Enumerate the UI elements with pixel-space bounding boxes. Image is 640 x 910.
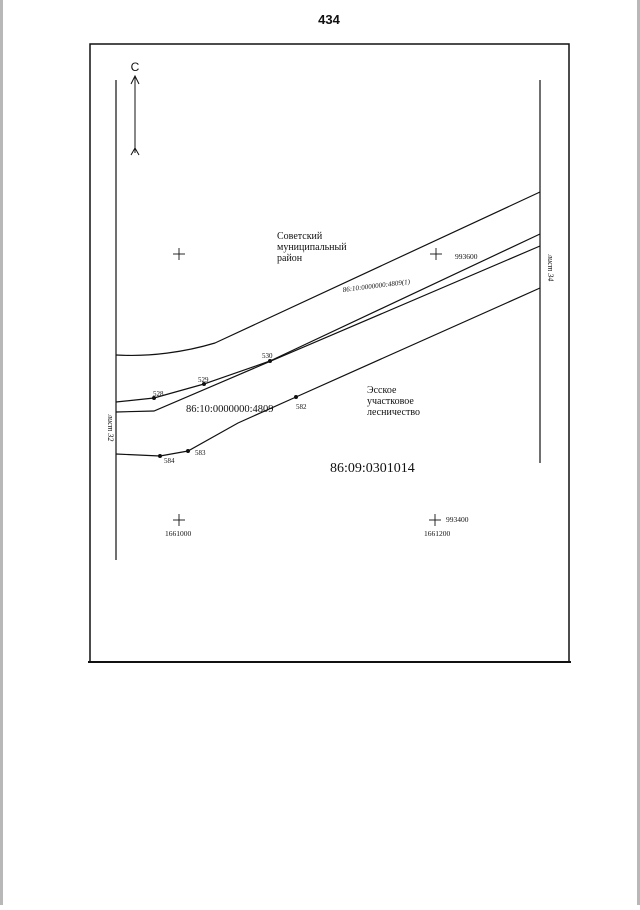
district-label-line-3: район (277, 253, 303, 264)
road-boundary-south (116, 288, 540, 456)
road-boundary-inner (116, 246, 540, 412)
map-frame (90, 44, 569, 662)
forestry-label-line-3: лесничество (367, 407, 420, 418)
point-label-583: 583 (195, 449, 206, 457)
grid-crosses (173, 248, 442, 526)
grid-cross-bottom-right (429, 514, 441, 526)
point-label-582: 582 (296, 403, 307, 411)
parcel-road-label: 86:10:0000000:4809 (186, 404, 274, 415)
forestry-label (367, 385, 420, 418)
sheet-label-right: лист 34 (546, 254, 555, 282)
survey-point-582 (294, 395, 298, 399)
parcel-main-label: 86:09:0301014 (330, 461, 415, 476)
grid-cross-bottom-left (173, 514, 185, 526)
point-label-584: 584 (164, 457, 175, 465)
point-label-530: 530 (262, 352, 273, 360)
point-label-528: 528 (153, 390, 164, 398)
forestry-label-line-1: Эсское (367, 385, 397, 396)
survey-point-583 (186, 449, 190, 453)
coord-label-y-bottom: 993400 (446, 515, 469, 524)
district-label-line-1: Советский (277, 231, 323, 242)
survey-point-584 (158, 454, 162, 458)
grid-cross-top-left (173, 248, 185, 260)
coord-label-x-right: 1661200 (424, 529, 451, 538)
north-label: С (130, 60, 140, 74)
district-label (277, 231, 347, 264)
coord-label-y-top: 993600 (455, 252, 478, 261)
page-number: 434 (318, 12, 340, 27)
forestry-label-line-2: участковое (367, 396, 414, 407)
district-label-line-2: муниципальный (277, 242, 347, 253)
coord-label-x-left: 1661000 (165, 529, 192, 538)
sheet-label-left: лист 32 (106, 414, 115, 442)
scan-edge-left (0, 0, 3, 905)
point-label-529: 529 (198, 376, 209, 384)
north-arrow (131, 60, 140, 155)
grid-cross-top-right (430, 248, 442, 260)
parcel-road-1-label: 86:10:0000000:4809(1) (342, 277, 411, 294)
